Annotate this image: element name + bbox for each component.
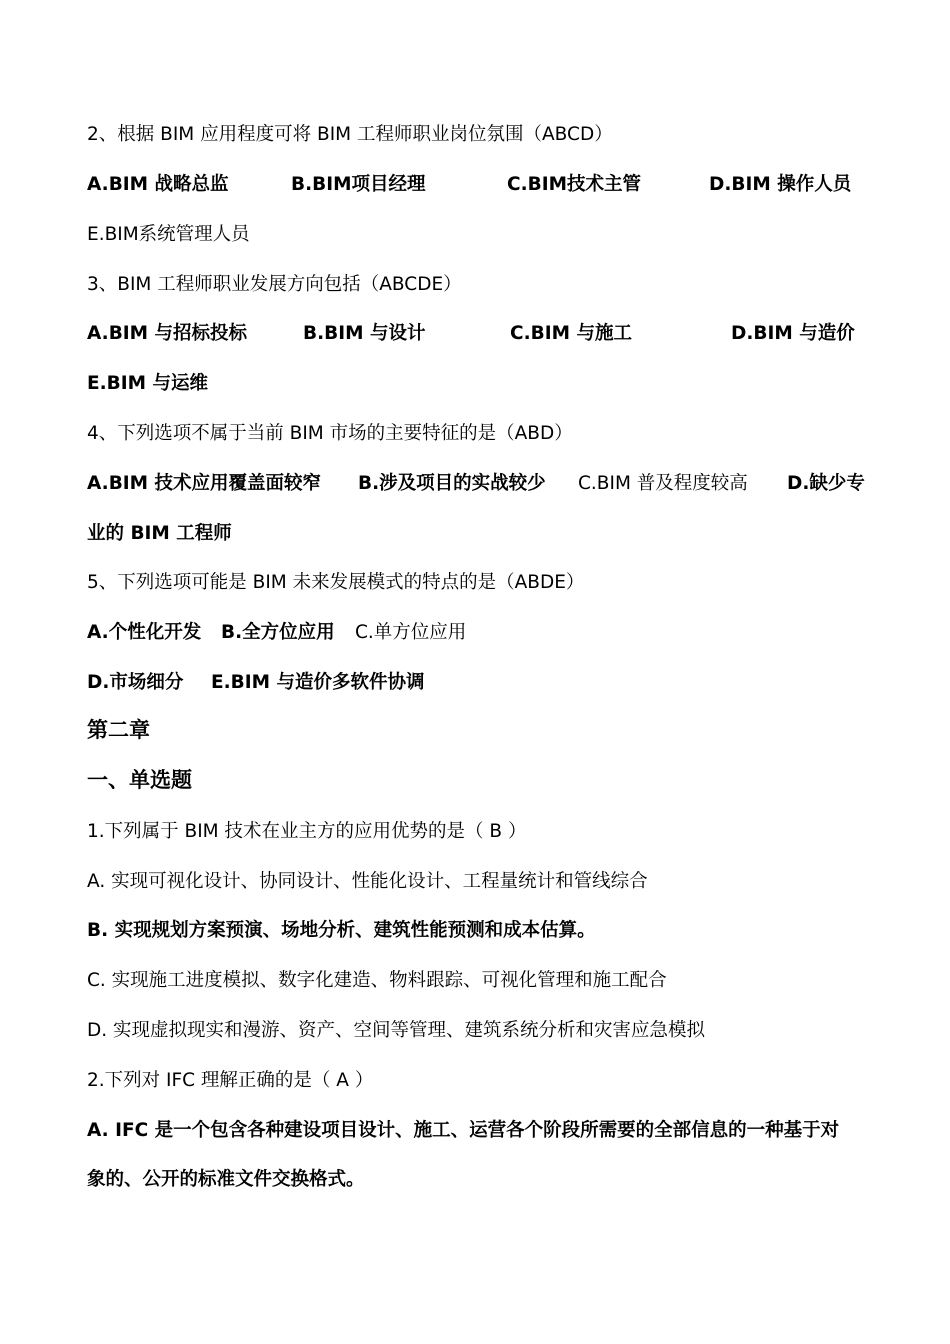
q3-option-a: A.BIM 与招标投标 [87, 323, 248, 344]
q3-option-d: D.BIM 与造价 [731, 323, 855, 344]
q4-option-d: D.缺少专 [787, 473, 865, 494]
q2-option-c: C.BIM技术主管 [507, 174, 641, 195]
s1-option-c: C. 实现施工进度模拟、数字化建造、物料跟踪、可视化管理和施工配合 [87, 970, 667, 991]
q3-option-b: B.BIM 与设计 [303, 323, 426, 344]
single-question-2: 2.下列对 IFC 理解正确的是（ A ） [87, 1070, 374, 1091]
q3-option-e: E.BIM 与运维 [87, 373, 209, 394]
question-5-options-row2 [0, 670, 950, 696]
q2-option-e: E.BIM系统管理人员 [87, 224, 250, 245]
q5-option-a: A.个性化开发 [87, 622, 202, 643]
question-5: 5、下列选项可能是 BIM 未来发展模式的特点的是（ABDE） [87, 572, 585, 593]
chapter-heading: 第二章 [87, 718, 150, 742]
q4-option-d-continuation: 业的 BIM 工程师 [87, 523, 232, 544]
question-4-options [0, 471, 950, 497]
q2-option-b: B.BIM项目经理 [291, 174, 426, 195]
q2-option-a: A.BIM 战略总监 [87, 174, 229, 195]
q5-option-e: E.BIM 与造价多软件协调 [211, 672, 425, 693]
question-3-options [0, 321, 950, 347]
question-2: 2、根据 BIM 应用程度可将 BIM 工程师职业岗位氛围（ABCD） [87, 124, 613, 145]
q4-option-b: B.涉及项目的实战较少 [358, 473, 546, 494]
q5-option-d: D.市场细分 [87, 672, 184, 693]
s1-option-d: D. 实现虚拟现实和漫游、资产、空间等管理、建筑系统分析和灾害应急模拟 [87, 1020, 706, 1041]
s1-option-a: A. 实现可视化设计、协同设计、性能化设计、工程量统计和管线综合 [87, 871, 648, 892]
q5-option-b: B.全方位应用 [221, 622, 335, 643]
question-2-options [0, 172, 950, 198]
single-question-1: 1.下列属于 BIM 技术在业主方的应用优势的是（ B ） [87, 821, 527, 842]
q2-option-d: D.BIM 操作人员 [709, 174, 852, 195]
question-5-options-row1 [0, 620, 950, 646]
section-heading: 一、单选题 [87, 768, 192, 792]
q3-option-c: C.BIM 与施工 [510, 323, 632, 344]
s2-option-a-line2: 象的、公开的标准文件交换格式。 [87, 1169, 365, 1190]
q5-option-c: C.单方位应用 [355, 622, 467, 643]
s1-option-b: B. 实现规划方案预演、场地分析、建筑性能预测和成本估算。 [87, 920, 596, 941]
question-3: 3、BIM 工程师职业发展方向包括（ABCDE） [87, 274, 462, 295]
q4-option-a: A.BIM 技术应用覆盖面较窄 [87, 473, 322, 494]
s2-option-a-line1: A. IFC 是一个包含各种建设项目设计、施工、运营各个阶段所需要的全部信息的一种基于对 [87, 1120, 840, 1141]
question-4: 4、下列选项不属于当前 BIM 市场的主要特征的是（ABD） [87, 423, 573, 444]
q4-option-c: C.BIM 普及程度较高 [578, 473, 748, 494]
